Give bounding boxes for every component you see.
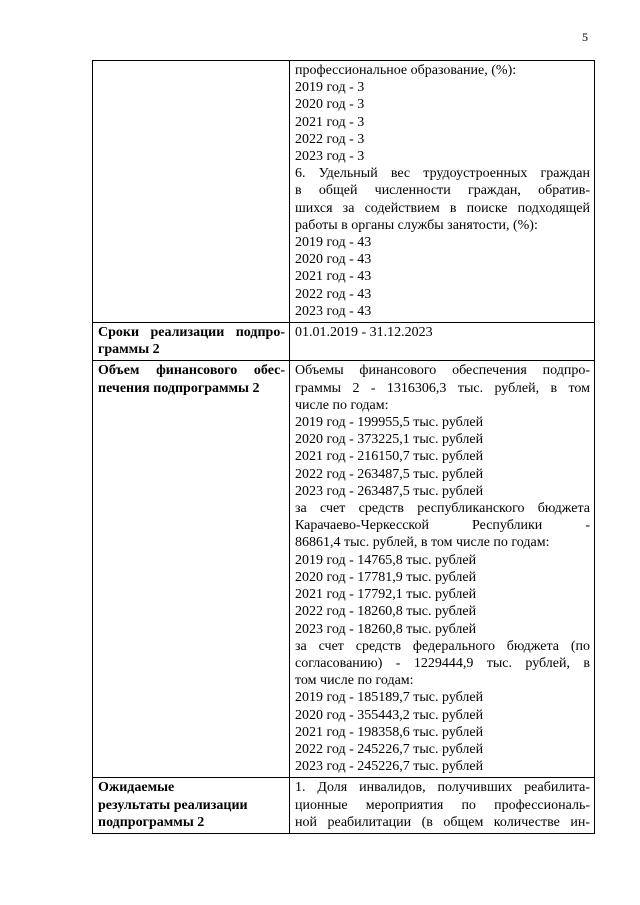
result-line: 1. Доля инвалидов, получивших реабилита- bbox=[295, 780, 590, 796]
row-label-line: Сроки реализации подпро- bbox=[98, 325, 285, 341]
year-amount-line: 2022 год - 245226,7 тыс. рублей bbox=[295, 741, 484, 757]
year-value-line: 2023 год - 3 bbox=[295, 149, 365, 165]
financing-label-cell bbox=[93, 361, 290, 778]
year-amount-line: 2023 год - 263487,5 тыс. рублей bbox=[295, 483, 484, 499]
terms-value: 01.01.2019 - 31.12.2023 bbox=[295, 325, 433, 341]
text-line: профессиональное образование, (%): bbox=[295, 63, 517, 78]
year-value-line: 2021 год - 43 bbox=[295, 269, 372, 285]
republic-budget-line: Карачаево-Черкесской Республики - bbox=[295, 518, 590, 534]
federal-budget-line: за счет средств федерального бюджета (по bbox=[295, 638, 590, 654]
indicator-6-line: работы в органы службы занятости, (%): bbox=[295, 217, 538, 233]
year-amount-line: 2021 год - 198358,6 тыс. рублей bbox=[295, 724, 484, 740]
financing-intro-line: числе по годам: bbox=[295, 397, 389, 413]
indicators-cell bbox=[290, 61, 595, 323]
year-value-line: 2023 год - 43 bbox=[295, 303, 372, 319]
indicator-6-line: в общей численности граждан, обратив- bbox=[295, 183, 590, 199]
year-value-line: 2019 год - 43 bbox=[295, 235, 372, 251]
financing-value-cell bbox=[290, 361, 595, 778]
row-label-line: Объем финансового обес- bbox=[98, 363, 285, 379]
year-amount-line: 2019 год - 14765,8 тыс. рублей bbox=[295, 552, 477, 568]
row-label-line: Ожидаемые bbox=[98, 780, 175, 796]
year-amount-line: 2020 год - 17781,9 тыс. рублей bbox=[295, 569, 477, 585]
financing-intro-line: граммы 2 - 1316306,3 тыс. рублей, в том bbox=[295, 380, 590, 396]
year-value-line: 2019 год - 3 bbox=[295, 80, 365, 96]
table-row-financing bbox=[93, 361, 595, 778]
year-value-line: 2022 год - 3 bbox=[295, 131, 365, 147]
empty-label-cell bbox=[93, 61, 290, 323]
indicator-6-line: шихся за содействием в поиске подходящей bbox=[295, 200, 590, 216]
results-label-cell bbox=[93, 778, 290, 834]
table-row-terms bbox=[93, 323, 595, 361]
federal-budget-line: согласованию) - 1229444,9 тыс. рублей, в bbox=[295, 655, 590, 671]
row-label-line: граммы 2 bbox=[98, 342, 160, 358]
year-amount-line: 2021 год - 17792,1 тыс. рублей bbox=[295, 587, 477, 603]
terms-label-cell bbox=[93, 323, 290, 361]
year-amount-line: 2022 год - 18260,8 тыс. рублей bbox=[295, 604, 477, 620]
year-amount-line: 2020 год - 355443,2 тыс. рублей bbox=[295, 707, 484, 723]
table-row-expected-results bbox=[93, 778, 595, 834]
republic-budget-line: 86861,4 тыс. рублей, в том числе по годам: bbox=[295, 535, 550, 551]
row-label-line: печения подпрограммы 2 bbox=[98, 380, 260, 396]
results-value-cell bbox=[290, 778, 595, 834]
federal-budget-line: том числе по годам: bbox=[295, 673, 414, 689]
year-amount-line: 2021 год - 216150,7 тыс. рублей bbox=[295, 449, 484, 465]
row-label-line: подпрограммы 2 bbox=[98, 814, 205, 830]
year-value-line: 2021 год - 3 bbox=[295, 114, 365, 130]
year-amount-line: 2023 год - 18260,8 тыс. рублей bbox=[295, 621, 477, 637]
republic-budget-line: за счет средств республиканского бюджета bbox=[295, 501, 590, 517]
row-label-line: результаты реализации bbox=[98, 797, 248, 813]
result-line: ной реабилитации (в общем количестве ин- bbox=[295, 814, 590, 830]
year-value-line: 2022 год - 43 bbox=[295, 286, 372, 302]
page-number: 5 bbox=[582, 30, 588, 44]
year-amount-line: 2020 год - 373225,1 тыс. рублей bbox=[295, 432, 484, 448]
year-amount-line: 2023 год - 245226,7 тыс. рублей bbox=[295, 759, 484, 775]
table-row-indicators-continued bbox=[93, 61, 595, 323]
year-amount-line: 2019 год - 185189,7 тыс. рублей bbox=[295, 690, 484, 706]
result-line: ционные мероприятия по профессиональ- bbox=[295, 797, 590, 813]
year-value-line: 2020 год - 3 bbox=[295, 97, 365, 113]
year-amount-line: 2022 год - 263487,5 тыс. рублей bbox=[295, 466, 484, 482]
financing-intro-line: Объемы финансового обеспечения подпро- bbox=[295, 363, 590, 379]
year-value-line: 2020 год - 43 bbox=[295, 252, 372, 268]
indicator-6-line: 6. Удельный вес трудоустроенных граждан bbox=[295, 166, 590, 182]
year-amount-line: 2019 год - 199955,5 тыс. рублей bbox=[295, 415, 484, 431]
terms-value-cell bbox=[290, 323, 595, 361]
subprogram-passport-table bbox=[92, 60, 595, 834]
